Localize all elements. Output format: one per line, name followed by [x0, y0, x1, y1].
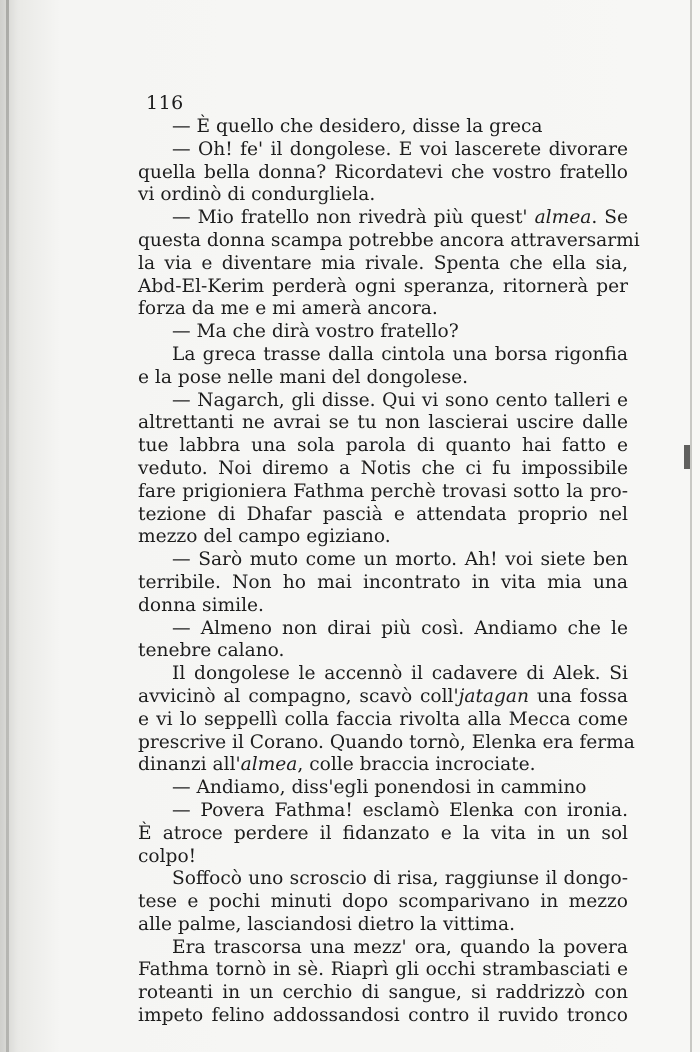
- text-segment: — Mio fratello non rivedrà più quest': [172, 207, 535, 229]
- text-line: mezzo del campo egiziano.: [138, 526, 391, 548]
- text-line: forza da me e mi amerà ancora.: [138, 298, 438, 320]
- text-line: [138, 207, 628, 230]
- text-line: — Ma che dirà vostro fratello?: [172, 321, 459, 343]
- text-line: tenebre calano.: [138, 640, 285, 662]
- text-line: fare prigioniera Fathma perchè trovasi sotto la pro-: [138, 480, 628, 502]
- text-line: quella bella donna? Ricordatevi che vostro fratello: [138, 161, 628, 183]
- text-line: vi ordinò di condurgliela.: [138, 184, 376, 206]
- text-line: e vi lo seppellì colla faccia rivolta alla Mecca come: [138, 708, 628, 730]
- text-line: impeto felino addossandosi contro il ruvido tronco: [138, 1005, 628, 1027]
- text-line: — Povera Fathma! esclamò Elenka con ironia.: [172, 799, 628, 821]
- text-line: alle palme, lasciandosi dietro la vittima.: [138, 913, 516, 935]
- text-line: tezione di Dhafar pascià e attendata proprio nel: [138, 503, 628, 525]
- body-text: [138, 116, 640, 1028]
- text-line: tue labbra una sola parola di quanto hai fatto e: [138, 435, 628, 457]
- text-line: colpo!: [138, 845, 197, 867]
- text-line: — È quello che desidero, disse la greca: [172, 116, 543, 137]
- text-line: — Oh! fe' il dongolese. E voi lascerete divorare: [172, 138, 628, 160]
- text-line: terribile. Non ho mai incontrato in vita mia una: [138, 571, 628, 593]
- text-segment: , colle braccia incrociate.: [297, 754, 536, 776]
- text-line: Il dongolese le accennò il cadavere di Alek. Si: [172, 663, 628, 685]
- text-line: Era trascorsa una mezz' ora, quando la povera: [172, 936, 628, 958]
- text-segment: una fossa: [528, 685, 628, 707]
- text-line: donna simile.: [138, 594, 264, 616]
- page-number: 116: [146, 92, 184, 114]
- text-line: tese e pochi minuti dopo scomparivano in mezzo: [138, 891, 628, 913]
- text-line: [138, 686, 628, 709]
- text-line: — Sarò muto come un morto. Ah! voi siete ben: [172, 549, 628, 571]
- text-segment: avvicinò al compagno, scavò coll': [138, 685, 459, 707]
- italic-word: almea: [240, 754, 298, 776]
- text-line: Soffocò uno scroscio di risa, raggiunse il dongo-: [172, 868, 628, 890]
- text-line: — Andiamo, diss'egli ponendosi in cammino: [172, 777, 587, 799]
- text-line: veduto. Noi diremo a Notis che ci fu impossibile: [138, 457, 628, 479]
- text-line: La greca trasse dalla cintola una borsa rigonfia: [172, 343, 628, 365]
- text-line: prescrive il Corano. Quando tornò, Elenka era ferma: [138, 731, 635, 753]
- text-line: altrettanti ne avrai se tu non lascierai uscire dalle: [138, 412, 628, 434]
- italic-word: jatagan: [458, 685, 529, 707]
- italic-word: almea: [534, 207, 592, 229]
- text-segment: dinanzi all': [138, 754, 241, 776]
- text-segment: . Se: [591, 207, 629, 229]
- text-line: — Nagarch, gli disse. Qui vi sono cento talleri e: [172, 389, 628, 411]
- text-line: È atroce perdere il fidanzato e la vita in un sol: [138, 822, 628, 844]
- text-line: Abd-El-Kerim perderà ogni speranza, ritornerà per: [138, 275, 628, 297]
- text-line: — Almeno non dirai più così. Andiamo che le: [172, 617, 628, 639]
- binding-gutter: [6, 0, 9, 1052]
- text-line: questa donna scampa potrebbe ancora attraversarmi: [138, 229, 640, 251]
- text-line: Fathma tornò in sè. Riaprì gli occhi strambasciati e: [138, 959, 628, 981]
- margin-mark: [684, 445, 690, 469]
- page-edge: [690, 0, 692, 1052]
- text-line: [138, 754, 628, 777]
- text-line: roteanti in un cerchio di sangue, si raddrizzò con: [138, 982, 628, 1004]
- text-line: la via e diventare mia rivale. Spenta che ella sia,: [138, 252, 628, 274]
- text-line: e la pose nelle mani del dongolese.: [138, 366, 469, 388]
